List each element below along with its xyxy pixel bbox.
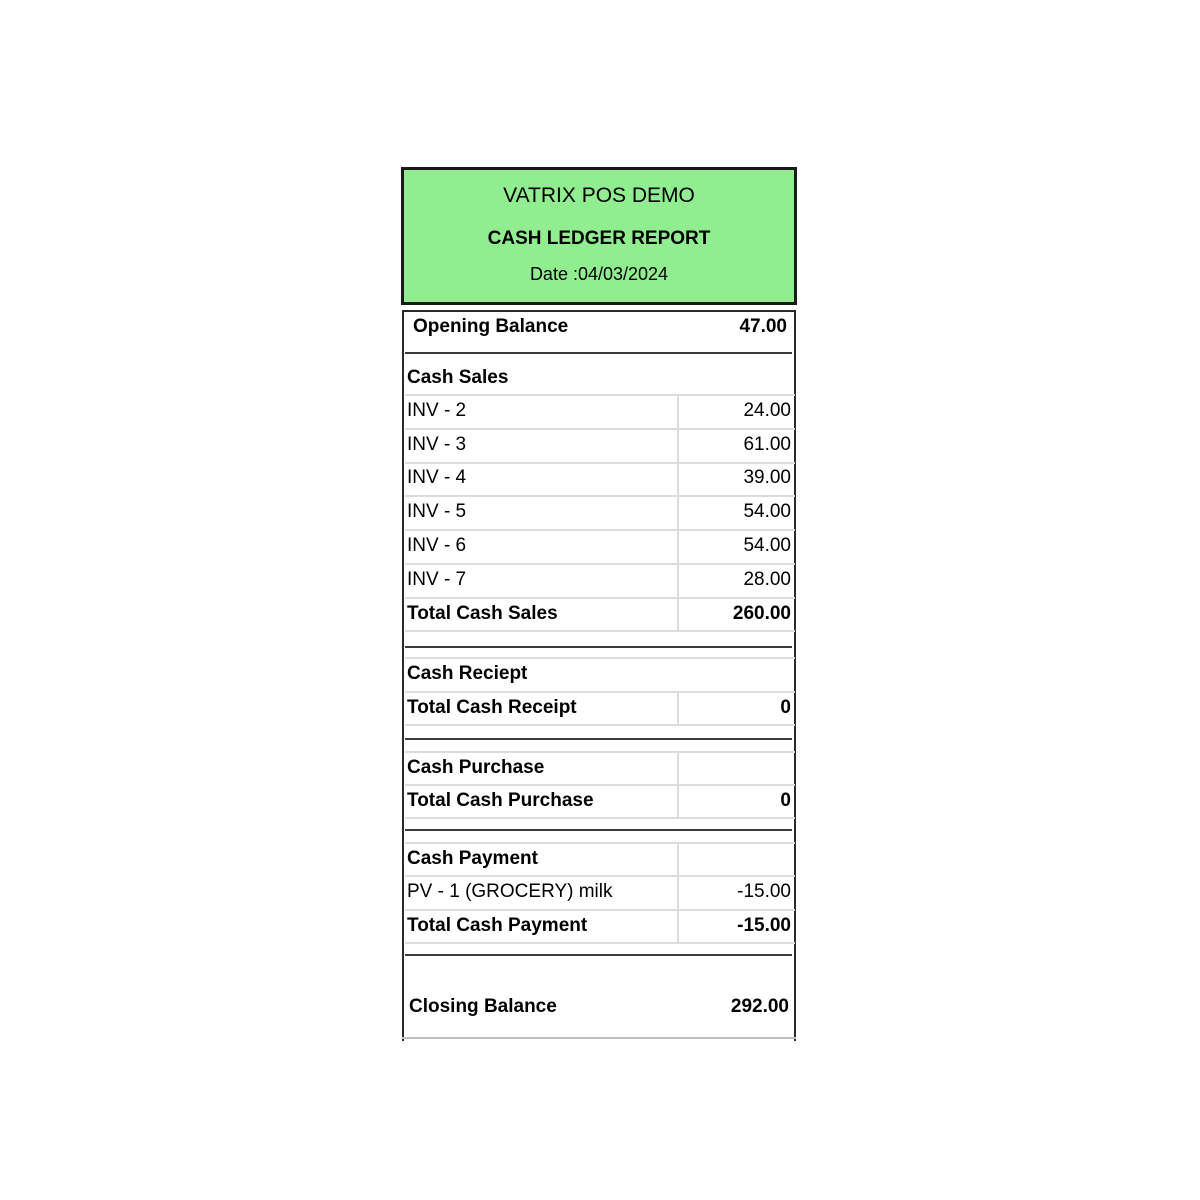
column-divider [677,395,679,631]
column-divider [677,843,679,942]
report-header [401,167,797,305]
separator-line [405,352,792,354]
cash-purchase-heading: Cash Purchase [407,757,545,778]
row-line [405,597,795,599]
separator-line [405,829,792,831]
total-value: 0 [780,697,791,718]
column-divider [677,692,679,724]
row-line [405,817,795,819]
row-line [405,691,795,693]
separator-line [405,738,792,740]
item-label: INV - 4 [407,467,467,488]
row-line [405,909,795,911]
total-label: Total Cash Receipt [407,697,577,718]
item-label: INV - 5 [407,501,467,522]
company-name: VATRIX POS DEMO [503,184,695,207]
item-value: 61.00 [743,434,791,455]
total-value: -15.00 [737,915,791,936]
item-label: PV - 1 (GROCERY) milk [407,881,613,902]
item-label: INV - 3 [407,434,467,455]
row-line [405,495,795,497]
row-line [405,842,795,844]
closing-balance-label: Closing Balance [409,996,557,1017]
row-line [405,724,795,726]
row-line [405,630,795,632]
total-label: Total Cash Purchase [407,790,594,811]
row-line [405,529,795,531]
separator-line [405,646,792,648]
total-value: 0 [780,790,791,811]
item-value: 39.00 [743,467,791,488]
cash-receipt-heading: Cash Reciept [407,663,528,684]
total-label: Total Cash Payment [407,915,588,936]
opening-balance-label: Opening Balance [413,316,569,337]
item-value: -15.00 [737,881,791,902]
closing-balance-value: 292.00 [730,996,789,1017]
item-value: 54.00 [743,535,791,556]
opening-balance-value: 47.00 [739,316,787,337]
item-value: 28.00 [743,569,791,590]
row-line [405,657,795,659]
item-value: 54.00 [743,501,791,522]
row-line [405,428,795,430]
row-line [405,875,795,877]
row-line [405,942,795,944]
total-value: 260.00 [732,603,791,624]
total-label: Total Cash Sales [407,603,558,624]
item-label: INV - 2 [407,400,467,421]
row-line [405,751,795,753]
item-value: 24.00 [743,400,791,421]
cash-sales-heading: Cash Sales [407,367,509,388]
item-label: INV - 6 [407,535,467,556]
row-line [405,394,795,396]
report-title: CASH LEDGER REPORT [487,228,711,249]
separator-line [405,954,792,956]
item-label: INV - 7 [407,569,467,590]
table-bottom-line [402,1037,796,1039]
cash-payment-heading: Cash Payment [407,848,538,869]
row-line [405,563,795,565]
row-line [405,784,795,786]
report-date: Date :04/03/2024 [529,264,669,284]
row-line [405,462,795,464]
